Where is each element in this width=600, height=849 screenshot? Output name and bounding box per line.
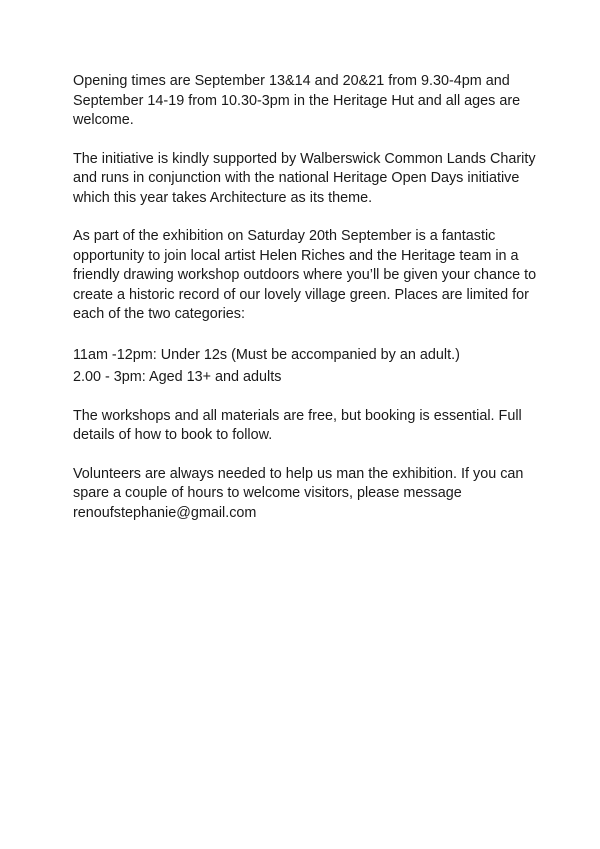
document-body: [73, 72, 543, 523]
paragraph-workshop-sessions: 11am -12pm: Under 12s (Must be accompanied by an adult.) 2.00 - 3pm: Aged 13+ and adults: [73, 346, 460, 385]
paragraph-volunteers: Volunteers are always needed to help us man the exhibition. If you can spare a couple of hours to welcome visitors, please message renoufstephanie@gmail.com: [73, 465, 524, 521]
paragraph-opening-times: Opening times are September 13&14 and 20&21 from 9.30-4pm and September 14-19 from 10.30-3pm in the Heritage Hut and all ages are welcome.: [73, 73, 521, 128]
paragraph-initiative-support: The initiative is kindly supported by Walberswick Common Lands Charity and runs in conjunction with the national Heritage Open Days initiative which this year takes Architecture as its theme.: [73, 150, 536, 206]
paragraph-booking-info: The workshops and all materials are free, but booking is essential. Full details of how to book to follow.: [73, 407, 522, 443]
paragraph-workshop-opportunity: As part of the exhibition on Saturday 20th September is a fantastic opportunity to join local artist Helen Riches and the Heritage team in a friendly drawing workshop outdoors where you’ll be given your chance to create a historic record of our lovely village green. Places are limited for each of the two categories:: [73, 228, 537, 322]
